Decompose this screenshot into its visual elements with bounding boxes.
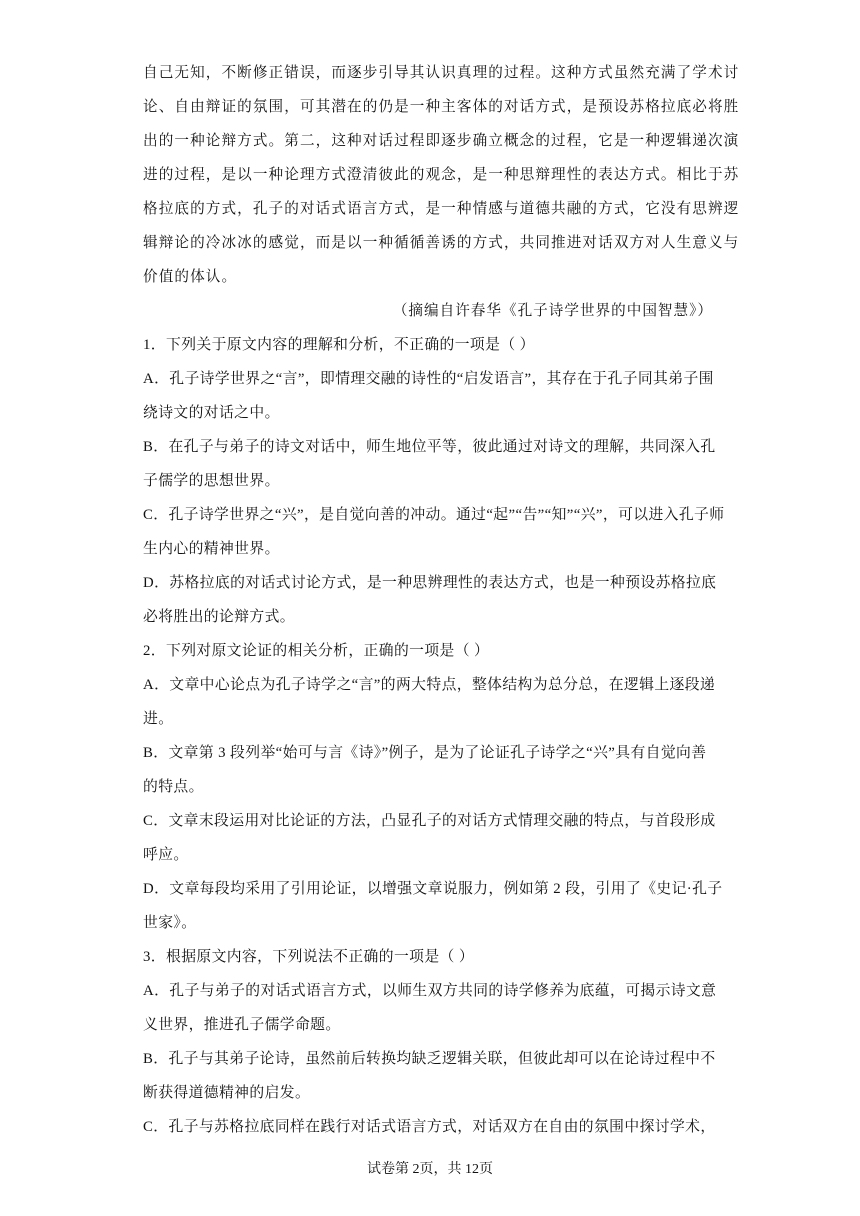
passage-line: 价值的体认。 xyxy=(143,268,238,285)
question-stem: 2．下列对原文论证的相关分析，正确的一项是（ ） xyxy=(143,643,490,659)
question-1 xyxy=(143,328,725,634)
option-c: C．孔子诗学世界之“兴”，是自觉向善的冲动。通过“起”“告”“知”“兴”，可以进入孔子师 生内心的精神世界。 xyxy=(143,507,725,557)
option-b: B．在孔子与弟子的诗文对话中，师生地位平等，彼此通过对诗文的理解，共同深入孔 子儒学的思想世界。 xyxy=(143,439,716,489)
question-3 xyxy=(143,940,715,1144)
passage-paragraph xyxy=(143,56,740,294)
passage-line: 进的过程，是以一种论理方式澄清彼此的观念，是一种思辩理性的表达方式。相比于苏 xyxy=(143,166,740,183)
passage-line: 格拉底的方式，孔子的对话式语言方式，是一种情感与道德共融的方式，它没有思辨逻 xyxy=(143,200,740,217)
question-stem: 1．下列关于原文内容的理解和分析，不正确的一项是（ ） xyxy=(143,337,535,353)
passage-line: 论、自由辩证的氛围，可其潜在的仍是一种主客体的对话方式，是预设苏格拉底必将胜 xyxy=(143,98,740,115)
passage-line: 自己无知，不断修正错误，而逐步引导其认识真理的过程。这种方式虽然充满了学术讨 xyxy=(143,64,740,81)
passage-source: （摘编自许春华《孔子诗学世界的中国智慧》） xyxy=(392,302,713,319)
page-footer: 试卷第 2页，共 12页 xyxy=(367,1162,493,1177)
page-content xyxy=(143,56,740,1144)
option-b: B．文章第 3 段列举“始可与言《诗》”例子，是为了论证孔子诗学之“兴”具有自觉向善 的特点。 xyxy=(143,745,707,795)
question-2 xyxy=(143,634,723,940)
option-d: D．苏格拉底的对话式讨论方式，是一种思辨理性的表达方式，也是一种预设苏格拉底 必将胜出的论辩方式。 xyxy=(143,575,717,625)
option-a: A．孔子诗学世界之“言”，即情理交融的诗性的“启发语言”，其存在于孔子同其弟子围 绕诗文的对话之中。 xyxy=(143,371,714,421)
option-c: C．孔子与苏格拉底同样在践行对话式语言方式，对话双方在自由的氛围中探讨学术， xyxy=(143,1119,716,1135)
option-a: A．孔子与弟子的对话式语言方式，以师生双方共同的诗学修养为底蕴，可揭示诗文意 义世界，推进孔子儒学命题。 xyxy=(143,983,717,1033)
option-b: B．孔子与其弟子论诗，虽然前后转换均缺乏逻辑关联，但彼此却可以在论诗过程中不 断获得道德精神的启发。 xyxy=(143,1051,716,1101)
option-a: A．文章中心论点为孔子诗学之“言”的两大特点，整体结构为总分总，在逻辑上逐段递 进。 xyxy=(143,677,716,727)
passage-line: 出的一种论辩方式。第二，这种对话过程即逐步确立概念的过程，它是一种逻辑递次演 xyxy=(143,132,740,149)
question-stem: 3．根据原文内容，下列说法不正确的一项是（ ） xyxy=(143,949,475,965)
passage-line: 辑辩论的冷冰冰的感觉，而是以一种循循善诱的方式，共同推进对话双方对人生意义与 xyxy=(143,234,740,251)
option-d: D．文章每段均采用了引用论证，以增强文章说服力，例如第 2 段，引用了《史记·孔子 世家》。 xyxy=(143,881,723,931)
option-c: C．文章末段运用对比论证的方法，凸显孔子的对话方式情理交融的特点，与首段形成 呼应。 xyxy=(143,813,716,863)
